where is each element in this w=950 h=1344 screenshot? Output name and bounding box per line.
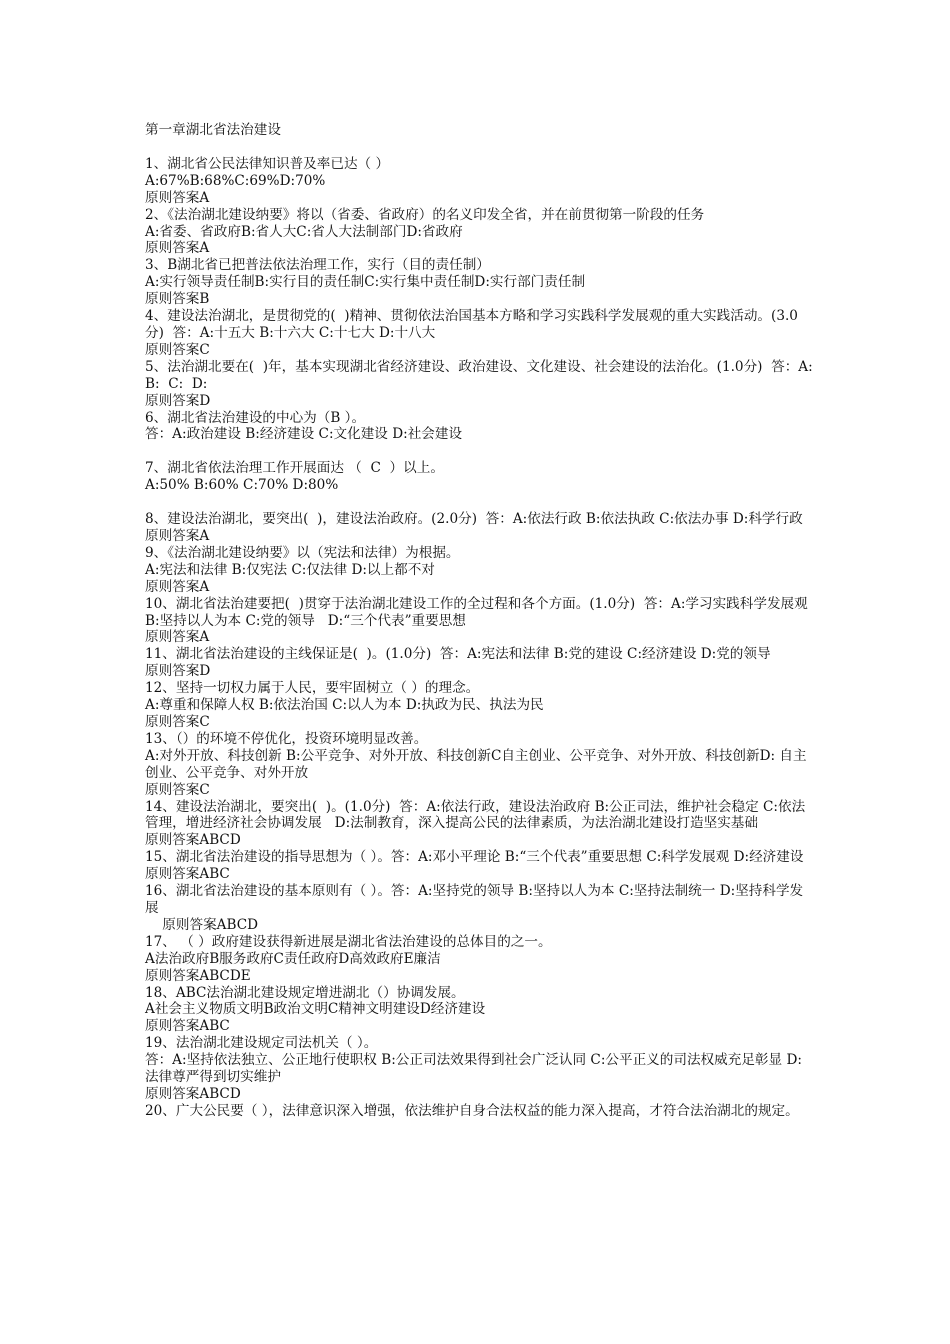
text-line: A法治政府B服务政府C责任政府D高效政府E廉洁: [145, 950, 441, 967]
text-line: A:省委、省政府B:省人大C:省人大法制部门D:省政府: [145, 223, 463, 240]
text-line: 原则答案ABC: [145, 866, 230, 883]
text-line: 3、B湖北省已把普法依法治理工作，实行（目的责任制）: [145, 257, 490, 274]
text-line: 20、广大公民要（ ），法律意识深入增强，依法维护自身合法权益的能力深入提高，才符合法治湖北的规定。: [145, 1102, 799, 1119]
text-line: 原则答案ABC: [145, 1018, 230, 1035]
text-line: 8、建设法治湖北，要突出( )，建设法治政府。(2.0分) 答：A:依法行政 B:依法执政 C:依法办事 D:科学行政: [145, 511, 803, 528]
text-line: 答：A:坚持依法独立、公正地行使职权 B:公正司法效果得到社会广泛认同 C:公平正义的司法权威充足彰显 D:法律尊严得到切实维护: [145, 1052, 802, 1086]
text-line: A:对外开放、科技创新 B:公平竞争、对外开放、科技创新C自主创业、公平竞争、对外开放、科技创新D: 自主创业、公平竞争、对外开放: [145, 747, 807, 781]
text-line: 18、ABC法治湖北建设规定增进湖北（）协调发展。: [145, 984, 465, 1001]
text-line: 2、《法治湖北建设纳要》将以（省委、省政府）的名义印发全省，并在前贯彻第一阶段的任务: [145, 206, 705, 223]
chapter-title: 第一章湖北省法治建设: [145, 122, 281, 138]
text-line: 原则答案ABCD: [145, 832, 241, 849]
text-line: 原则答案A: [145, 189, 210, 206]
text-line: 原则答案A: [145, 240, 210, 257]
text-line: 7、湖北省依法治理工作开展面达 （ C ）以上。: [145, 460, 444, 477]
text-line: A社会主义物质文明B政治文明C精神文明建设D经济建设: [145, 1001, 486, 1018]
text-line: 原则答案B: [145, 291, 210, 308]
text-line: 原则答案D: [145, 663, 211, 680]
text-line: 16、湖北省法治建设的基本原则有（ ）。答：A:坚持党的领导 B:坚持以人为本 C:坚持法制统一 D:坚持科学发展: [145, 883, 804, 916]
text-line: 1、湖北省公民法律知识普及率已达（ ）: [145, 155, 390, 172]
document-page: [145, 122, 822, 1120]
text-line: 原则答案ABCD: [145, 916, 259, 933]
blank-line: [145, 443, 815, 460]
text-line: A:实行领导责任制B:实行目的责任制C:实行集中责任制D:实行部门责任制: [145, 274, 586, 291]
question-list: [145, 155, 822, 1120]
text-line: 原则答案C: [145, 341, 210, 358]
text-line: 原则答案ABCD: [145, 1085, 241, 1102]
text-line: 原则答案A: [145, 578, 210, 595]
text-line: 原则答案C: [145, 781, 210, 798]
text-line: 答：A:政治建设 B:经济建设 C:文化建设 D:社会建设: [145, 426, 463, 443]
text-line: 原则答案A: [145, 629, 210, 646]
text-line: 原则答案ABCDE: [145, 967, 251, 984]
text-line: 原则答案A: [145, 528, 210, 545]
text-line: 原则答案C: [145, 714, 210, 730]
text-line: A:尊重和保障人权 B:依法治国 C:以人为本 D:执政为民、执法为民: [145, 697, 544, 714]
text-line: A:宪法和法律 B:仅宪法 C:仅法律 D:以上都不对: [145, 561, 435, 578]
text-line: 4、建设法治湖北，是贯彻党的( )精神、贯彻依法治国基本方略和学习实践科学发展观的重大实践活动。(3.0分) 答：A:十五大 B:十六大 C:十七大 D:十八大: [145, 308, 798, 341]
text-line: 14、建设法治湖北，要突出( )。(1.0分) 答：A:依法行政，建设法治政府 B:公正司法，维护社会稳定 C:依法管理，增进经济社会协调发展 D:法制教育，深入提高公民的法律素质，为法治湖北建设打造坚实基础: [145, 798, 806, 832]
text-line: 6、湖北省法治建设的中心为（B ）。: [145, 409, 366, 426]
text-line: 17、 （ ）政府建设获得新进展是湖北省法治建设的总体目的之一。: [145, 933, 552, 950]
text-line: 13、（）的环境不停优化，投资环境明显改善。: [145, 730, 428, 747]
text-line: A:67%B:68%C:69%D:70%: [145, 172, 326, 189]
text-line: 10、湖北省法治建要把( )贯穿于法治湖北建设工作的全过程和各个方面。(1.0分) 答：A:学习实践科学发展观 B:坚持以人为本 C:党的领导 D:“三个代表”重要思想: [145, 595, 813, 629]
text-line: 19、法治湖北建设规定司法机关（ ）。: [145, 1035, 378, 1052]
text-line: 9、《法治湖北建设纳要》以（宪法和法律）为根据。: [145, 544, 460, 561]
text-line: 15、湖北省法治建设的指导思想为（ ）。答：A:邓小平理论 B:“三个代表”重要思想 C:科学发展观 D:经济建设: [145, 849, 804, 866]
blank-line: [145, 494, 815, 511]
text-line: A:50% B:60% C:70% D:80%: [145, 477, 339, 494]
text-line: 原则答案D: [145, 392, 211, 409]
text-line: 5、法治湖北要在( )年，基本实现湖北省经济建设、政治建设、文化建设、社会建设的法治化。(1.0分) 答：A: B: C: D:: [145, 358, 822, 392]
text-line: 11、湖北省法治建设的主线保证是( )。(1.0分) 答：A:宪法和法律 B:党的建设 C:经济建设 D:党的领导: [145, 646, 771, 663]
text-line: 12、坚持一切权力属于人民，要牢固树立（ ）的理念。: [145, 680, 480, 697]
